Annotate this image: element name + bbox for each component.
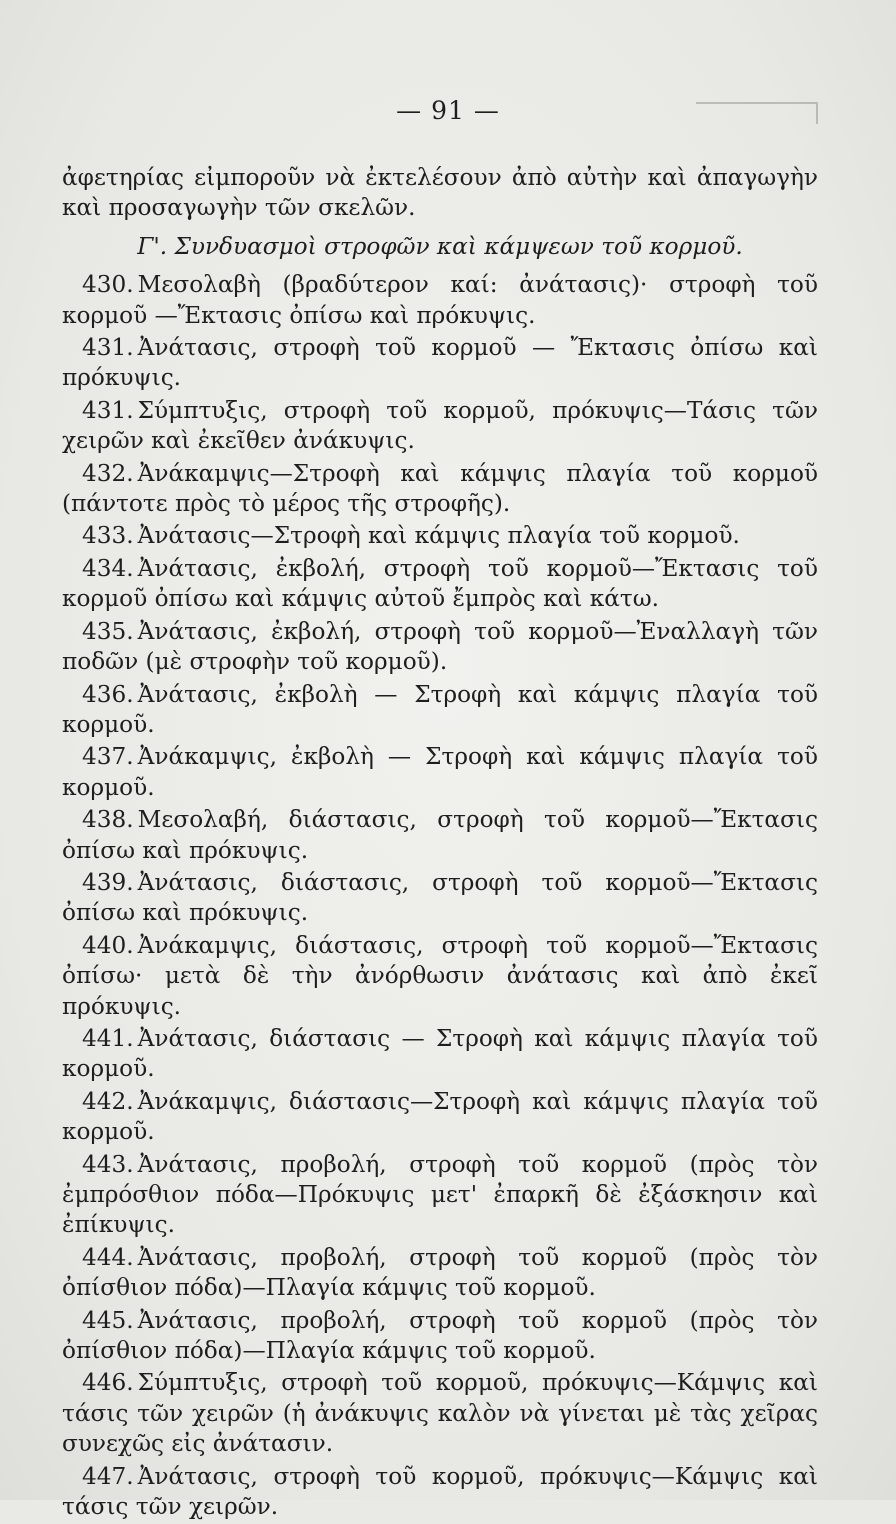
entry-text: Ἀνάτασις, ἐκβολή, στροφὴ τοῦ κορμοῦ—Ἐναλλαγὴ τῶν ποδῶν (μὲ στροφὴν τοῦ κορμοῦ). [62, 617, 818, 676]
entry-text: Μεσολαβή, διάστασις, στροφὴ τοῦ κορμοῦ—Ἔκτασις ὀπίσω καὶ πρόκυψις. [62, 806, 818, 864]
entry-text: Ἀνάτασις, ἐκβολὴ — Στροφὴ καὶ κάμψις πλαγία τοῦ κορμοῦ. [62, 680, 818, 738]
exercise-entry [62, 868, 818, 929]
exercise-entry [62, 521, 818, 551]
exercise-entry [62, 1462, 818, 1523]
entry-text: Ἀνάτασις, στροφὴ τοῦ κορμοῦ, πρόκυψις—Κάμψις καὶ τάσις τῶν χειρῶν. [62, 1462, 818, 1521]
entry-number: 440. [82, 931, 134, 959]
entry-number: 435. [82, 617, 134, 645]
entry-text: Μεσολαβὴ (βραδύτερον καί: ἀνάτασις)· στροφὴ τοῦ κορμοῦ —Ἔκτασις ὀπίσω καὶ πρόκυψις. [62, 271, 818, 329]
entry-number: 433. [82, 522, 134, 550]
entry-number: 431. [82, 334, 134, 362]
scan-artifact-mark [696, 102, 818, 124]
entry-number: 439. [82, 868, 134, 896]
entry-number: 432. [82, 459, 134, 487]
entry-text: Ἀνάκαμψις, ἐκβολὴ — Στροφὴ καὶ κάμψις πλαγία τοῦ κορμοῦ. [62, 743, 818, 801]
entry-text: Σύμπτυξις, στροφὴ τοῦ κορμοῦ, πρόκυψις—Τάσις τῶν χειρῶν καὶ ἐκεῖθεν ἀνάκυψις. [62, 396, 818, 455]
exercise-entry [62, 617, 818, 678]
exercise-entry [62, 396, 818, 457]
exercise-entry [62, 1024, 818, 1085]
exercise-entry [62, 333, 818, 394]
section-heading: Γ'. Συνδυασμοὶ στροφῶν καὶ κάμψεων τοῦ κορμοῦ. [137, 232, 743, 260]
exercise-entry [62, 931, 818, 1022]
exercise-entry [62, 1150, 818, 1241]
entry-number: 446. [82, 1369, 134, 1397]
entry-number: 445. [82, 1306, 134, 1334]
entry-number: 441. [82, 1024, 134, 1052]
page-body [62, 163, 818, 1524]
exercise-entry [62, 805, 818, 866]
entry-text: Ἀνάτασις, προβολή, στροφὴ τοῦ κορμοῦ (πρὸς τὸν ὀπίσθιον πόδα)—Πλαγία κάμψις τοῦ κορμοῦ. [62, 1306, 818, 1365]
entry-number: 444. [82, 1243, 134, 1271]
exercise-entry [62, 1368, 818, 1459]
entry-text: Ἀνάτασις, διάστασις, στροφὴ τοῦ κορμοῦ—Ἔκτασις ὀπίσω καὶ πρόκυψις. [62, 868, 818, 927]
exercise-entry [62, 1306, 818, 1367]
entry-number: 434. [82, 554, 134, 582]
entry-number: 437. [82, 743, 134, 771]
intro-paragraph: ἀφετηρίας εἰμποροῦν νὰ ἐκτελέσουν ἀπὸ αὐτὴν καὶ ἀπαγωγὴν καὶ προσαγωγὴν τῶν σκελῶν. [62, 164, 818, 222]
entry-text: Σύμπτυξις, στροφὴ τοῦ κορμοῦ, πρόκυψις—Κάμψις καὶ τάσις τῶν χειρῶν (ἡ ἀνάκυψις καλὸν νὰ γίνεται μὲ τὰς χεῖρας συνεχῶς εἰς ἀνάτασιν. [62, 1369, 818, 1458]
entry-text: Ἀνάτασις, προβολή, στροφὴ τοῦ κορμοῦ (πρὸς τὸν ἐμπρόσθιον πόδα—Πρόκυψις μετ' ἐπαρκῆ δὲ ἐξάσκησιν καὶ ἐπίκυψις. [62, 1150, 818, 1239]
entry-text: Ἀνάκαμψις, διάστασις, στροφὴ τοῦ κορμοῦ—Ἔκτασις ὀπίσω· μετὰ δὲ τὴν ἀνόρθωσιν ἀνάτασις καὶ ἀπὸ ἐκεῖ πρόκυψις. [62, 931, 818, 1020]
entry-number: 436. [82, 680, 134, 708]
entry-text: Ἀνάτασις, στροφὴ τοῦ κορμοῦ — Ἔκτασις ὀπίσω καὶ πρόκυψις. [62, 334, 818, 392]
entry-text: Ἀνάτασις, ἐκβολή, στροφὴ τοῦ κορμοῦ—Ἔκτασις τοῦ κορμοῦ ὀπίσω καὶ κάμψις αὐτοῦ ἔμπρὸς καὶ κάτω. [62, 554, 818, 613]
entry-number: 438. [82, 806, 134, 834]
entry-text: Ἀνάτασις—Στροφὴ καὶ κάμψις πλαγία τοῦ κορμοῦ. [137, 522, 740, 550]
exercise-entry [62, 1243, 818, 1304]
entry-text: Ἀνάτασις, διάστασις — Στροφὴ καὶ κάμψις πλαγία τοῦ κορμοῦ. [62, 1024, 818, 1083]
entry-number: 430. [82, 271, 134, 299]
page-number: — 91 — [396, 96, 500, 125]
entry-number: 447. [82, 1462, 134, 1490]
exercise-entry [62, 459, 818, 520]
exercise-entry [62, 680, 818, 741]
exercise-entry [62, 270, 818, 331]
entry-number: 442. [82, 1087, 134, 1115]
exercise-entry [62, 742, 818, 803]
entry-number: 443. [82, 1150, 134, 1178]
exercise-entry [62, 554, 818, 615]
entry-text: Ἀνάτασις, προβολή, στροφὴ τοῦ κορμοῦ (πρὸς τὸν ὀπίσθιον πόδα)—Πλαγία κάμψις τοῦ κορμοῦ. [62, 1243, 818, 1302]
entry-text: Ἀνάκαμψις—Στροφὴ καὶ κάμψις πλαγία τοῦ κορμοῦ (πάντοτε πρὸς τὸ μέρος τῆς στροφῆς). [62, 459, 818, 518]
entry-number: 431. [82, 396, 134, 424]
entry-text: Ἀνάκαμψις, διάστασις—Στροφὴ καὶ κάμψις πλαγία τοῦ κορμοῦ. [62, 1087, 818, 1146]
exercise-entry [62, 1087, 818, 1148]
